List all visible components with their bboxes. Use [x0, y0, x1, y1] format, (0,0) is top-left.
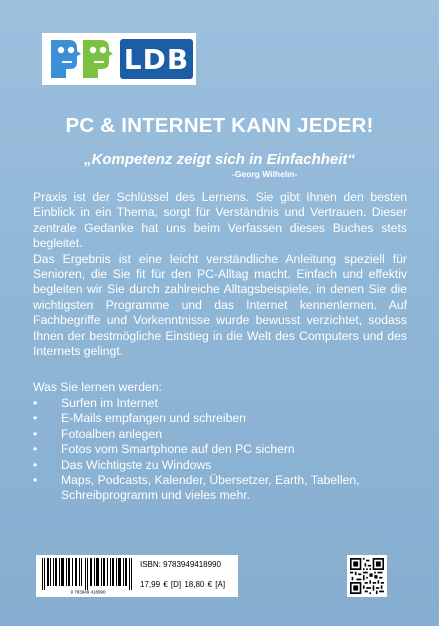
- qr-code-icon: [350, 558, 384, 594]
- bullet-icon: •: [33, 473, 38, 488]
- learn-heading: Was Sie lernen werden:: [33, 380, 162, 394]
- learn-list: [33, 396, 407, 504]
- list-item: • Fotoalben anlegen: [33, 426, 162, 441]
- book-title: PC & INTERNET KANN JEDER!: [65, 114, 374, 137]
- faces-logo-icon: [45, 36, 117, 82]
- list-item: • Surfen im Internet: [33, 396, 158, 410]
- description-text: [33, 190, 407, 359]
- description-paragraph-1: Praxis ist der Schlüssel des Lernens. Sie gibt Ihnen den besten Einblick in ein Thema, sorgt für Verständnis und Vertrauen. Dieser zentrale Gedanke hat uns beim Verfassen dieses Buches stets begleitet.: [33, 190, 407, 251]
- barcode-digits: 9 783949 418990: [70, 589, 106, 594]
- description-paragraph-2: Das Ergebnis ist eine leicht verständliche Anleitung speziell für Senioren, die Sie fit für den PC-Alltag macht. Einfach und effektiv begleiten wir Sie durch zahlreiche Alltagsbeispiele, in denen Sie die wichtigsten Programme und das Internet kennenlernen. Auf Fachbegriffe und Vorkenntnisse wurde bewusst verzichtet, sodass Ihnen der bestmögliche Einstieg in die Welt des Computers und des Internets gelingt.: [33, 251, 407, 359]
- quote-text: „Kompetenz zeigt sich in Einfachheit“: [84, 151, 355, 168]
- quote-author: -Georg Wilhelm-: [232, 169, 298, 179]
- barcode-panel: [36, 555, 238, 597]
- logo-wordmark-box: [120, 39, 193, 79]
- list-item: • Maps, Podcasts, Kalender, Übersetzer, Earth, Tabellen, Schreibprogramm und vieles mehr.: [33, 473, 360, 503]
- bullet-icon: •: [33, 396, 38, 410]
- isbn-text: ISBN: 9783949418990: [140, 560, 221, 569]
- bullet-icon: •: [33, 426, 38, 441]
- logo-wordmark: LDB: [123, 42, 190, 76]
- bullet-icon: •: [33, 411, 38, 426]
- qr-code-panel: [347, 555, 387, 597]
- bullet-icon: •: [33, 457, 38, 472]
- ldb-logo: [42, 33, 196, 85]
- list-item: • Das Wichtigste zu Windows: [33, 457, 212, 472]
- price-text: 17,99 € [D] 18,80 € [A]: [140, 580, 226, 589]
- barcode-icon: [40, 558, 136, 594]
- list-item: • E-Mails empfangen und schreiben: [33, 411, 246, 426]
- bullet-icon: •: [33, 442, 38, 457]
- list-item: • Fotos vom Smartphone auf den PC sichern: [33, 442, 295, 457]
